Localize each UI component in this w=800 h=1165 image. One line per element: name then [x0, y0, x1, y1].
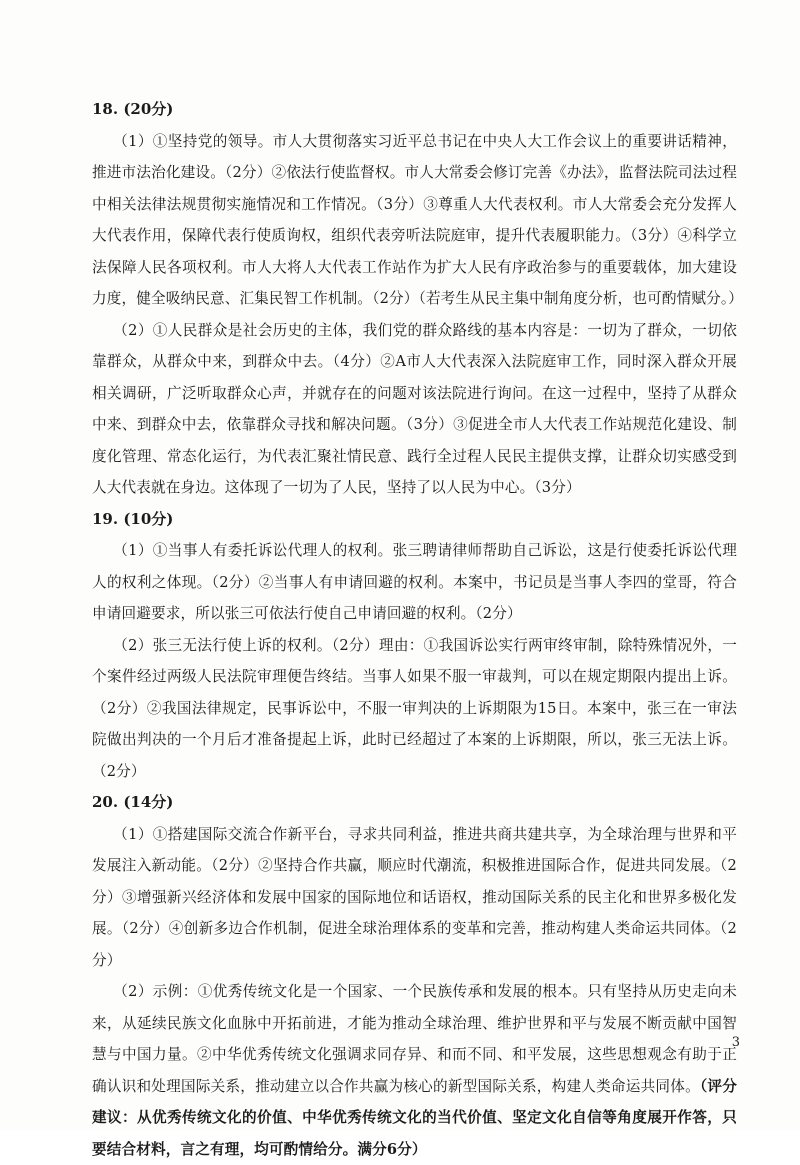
question-18-part-2: （2）①人民群众是社会历史的主体，我们党的群众路线的基本内容是：一切为了群众，一切依靠群众，从群众中来，到群众中去。（4分）②A市人大代表深入法院庭审工作，同时深入群众开展相关调研，广泛听取群众心声，并就存在的问题对该法院进行询问。在这一过程中，坚持了从群众中来、到群众中去，依靠群众寻找和解决问题。（3分）③促进全市人大代表工作站规范化建设、制度化管理、常态化运行，为代表汇聚社情民意、践行全过程人民民主提供支撑，让群众切实感受到人大代表就在身边。这体现了一切为了人民，坚持了以人民为中心。（3分）	[92, 321, 737, 496]
scoring-suggestion: （评分建议：从优秀传统文化的价值、中华优秀传统文化的当代价值、坚定文化自信等角度展开作答，只要结合材料，言之有理，均可酌情给分。满分6分）	[92, 1077, 738, 1158]
page-number: 3	[731, 1035, 740, 1050]
question-18-heading: 18. (20分)	[92, 100, 174, 118]
question-18-part-1: （1）①坚持党的领导。市人大贯彻落实习近平总书记在中央人大工作会议上的重要讲话精神，推进市法治化建设。（2分）②依法行使监督权。市人大常委会修订完善《办法》，监督法院司法过程中相关法律法规贯彻实施情况和工作情况。（3分）③尊重人大代表权利。市人大常委会充分发挥人大代表作用，保障代表行使质询权，组织代表旁听法院庭审，提升代表履职能力。（3分）④科学立法保障人民各项权利。市人大将人大代表工作站作为扩大人民有序政治参与的重要载体，加大建设力度，健全吸纳民意、汇集民智工作机制。（2分）（若考生从民主集中制角度分析，也可酌情赋分。）	[92, 132, 744, 307]
question-20-heading: 20. (14分)	[92, 793, 174, 811]
question-20-part-2-text: （2）示例：①优秀传统文化是一个国家、一个民族传承和发展的根本。只有坚持从历史走向未来，从延续民族文化血脉中开拓前进，才能为推动全球治理、维护世界和平与发展不断贡献中国智慧与中国力量。②中华优秀传统文化强调求同存异、和而不同、和平发展，这些思想观念有助于正确认识和处理国际关系，推动建立以合作共赢为核心的新型国际关系，构建人类命运共同体。	[92, 983, 737, 1095]
question-20-part-2	[92, 976, 737, 1165]
answer-content	[92, 94, 744, 1165]
question-19-heading: 19. (10分)	[92, 509, 174, 528]
question-19-part-1: （1）①当事人有委托诉讼代理人的权利。张三聘请律师帮助自己诉讼，这是行使委托诉讼代理人的权利之体现。（2分）②当事人有申请回避的权利。本案中，书记员是当事人李四的堂哥，符合申请回避要求，所以张三可依法行使自己申请回避的权利。（2分）	[92, 542, 737, 622]
question-19-part-2: （2）张三无法行使上诉的权利。（2分）理由：①我国诉讼实行两审终审制，除特殊情况外，一个案件经过两级人民法院审理便告终结。当事人如果不服一审裁判，可以在规定期限内提出上诉。（2分）②我国法律规定，民事诉讼中，不服一审判决的上诉期限为15日。本案中，张三在一审法院做出判决的一个月后才准备提起上诉，此时已经超过了本案的上诉期限，所以，张三无法上诉。（2分）	[92, 636, 737, 780]
question-20-part-1: （1）①搭建国际交流合作新平台，寻求共同利益，推进共商共建共享，为全球治理与世界和平发展注入新动能。（2分）②坚持合作共赢，顺应时代潮流，积极推进国际合作，促进共同发展。（2分）③增强新兴经济体和发展中国家的国际地位和话语权，推动国际关系的民主化和世界多极化发展。（2分）④创新多边合作机制，促进全球治理体系的变革和完善，推动构建人类命运共同体。（2分）	[92, 825, 737, 969]
